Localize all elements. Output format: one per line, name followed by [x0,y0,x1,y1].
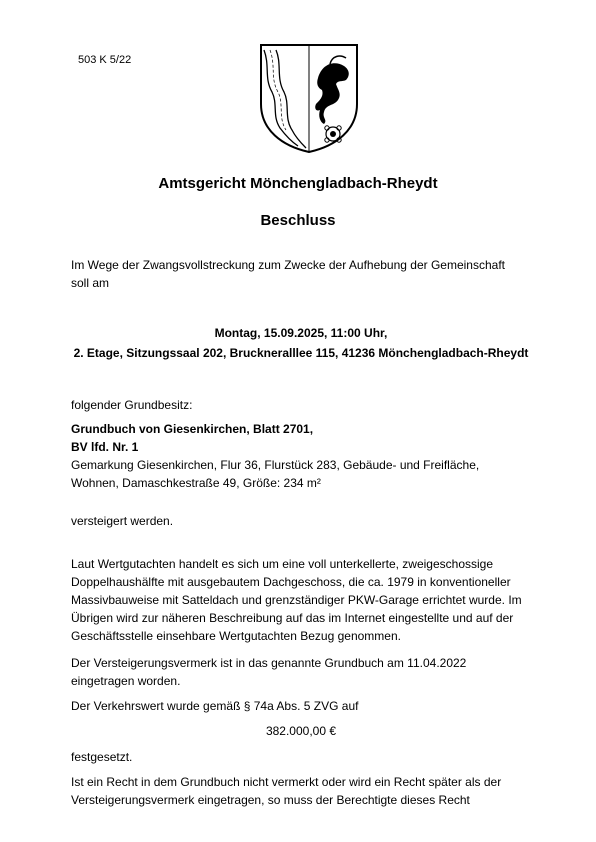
gutachten-line: Massivbauweise mit Satteldach und grenzständiger PKW-Garage errichtet wurde. Im [71,593,522,607]
verkehrswert-line: Der Verkehrswert wurde gemäß § 74a Abs. 5 ZVG auf [71,699,359,713]
auction-location: 2. Etage, Sitzungssaal 202, Bruckneralllee 115, 41236 Mönchengladbach-Rheydt [73,346,529,360]
gutachten-paragraph [71,555,531,645]
versteigert-text: versteigert werden. [71,514,174,528]
court-name: Amtsgericht Mönchengladbach-Rheydt [158,175,438,192]
recht-paragraph [71,773,531,809]
coat-of-arms-crest [258,42,360,154]
vermerk-line: Der Versteigerungsvermerk ist in das genannte Grundbuch am 11.04.2022 [71,656,467,670]
gutachten-line: Geschäftsstelle einsehbare Wertgutachten Bezug genommen. [71,629,401,643]
gemarkung-line-2: Wohnen, Damaschkestraße 49, Größe: 234 m² [71,476,321,490]
document-title: Beschluss [260,212,336,229]
recht-line: Ist ein Recht in dem Grundbuch nicht vermerkt oder wird ein Recht später als der [71,775,502,789]
property-details [71,420,531,492]
festgesetzt-text: festgesetzt. [71,750,133,764]
gutachten-line: Übrigen wird zur näheren Beschreibung auf das im Internet eingestellte und auf der [71,611,514,625]
property-label: folgender Grundbesitz: [71,398,193,412]
case-reference: 503 K 5/22 [78,54,132,66]
vermerk-line: eingetragen worden. [71,674,181,688]
gutachten-line: Doppelhaushälfte mit ausgebautem Dachgeschoss, die ca. 1979 in konventioneller [71,575,511,589]
intro-paragraph [71,256,531,292]
gemarkung-line-1: Gemarkung Giesenkirchen, Flur 36, Flurstück 283, Gebäude- und Freifläche, [71,458,480,472]
intro-line-2: soll am [71,276,110,290]
grundbuch-entry: Grundbuch von Giesenkirchen, Blatt 2701, [71,422,314,436]
auction-date: Montag, 15.09.2025, 11:00 Uhr, [214,326,388,340]
bv-number: BV lfd. Nr. 1 [71,440,139,454]
recht-line: Versteigerungsvermerk eingetragen, so muss der Berechtigte dieses Recht [71,793,470,807]
verkehrswert-amount: 382.000,00 € [265,724,337,738]
gutachten-line: Laut Wertgutachten handelt es sich um eine voll unterkellerte, zweigeschossige [71,557,494,571]
intro-line-1: Im Wege der Zwangsvollstreckung zum Zwecke der Aufhebung der Gemeinschaft [71,258,505,272]
vermerk-paragraph [71,654,531,690]
